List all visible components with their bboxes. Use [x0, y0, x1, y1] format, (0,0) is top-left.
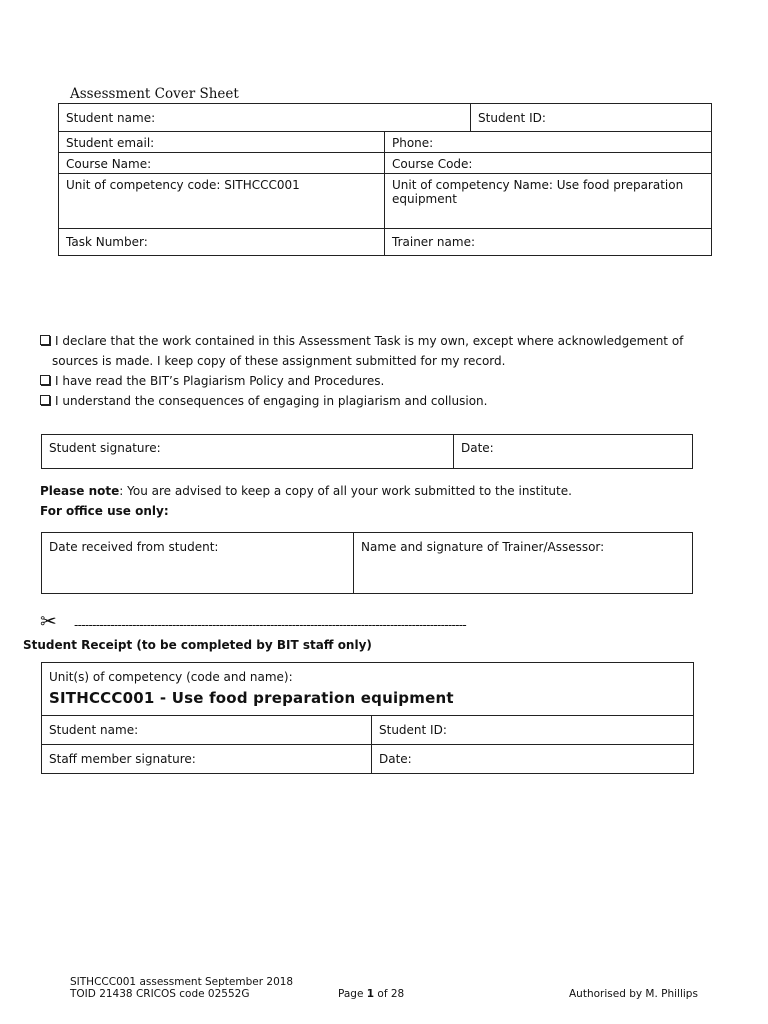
cover-title: Assessment Cover Sheet [70, 86, 239, 102]
scissors-icon: ✂ [40, 609, 57, 633]
course-name-cell[interactable]: Course Name: [59, 153, 385, 174]
declaration-2: I have read the BIT’s Plagiarism Policy and Procedures. [40, 374, 384, 388]
checkbox-icon[interactable] [40, 375, 50, 385]
receipt-unit-cell [42, 663, 694, 716]
receipt-date-cell[interactable]: Date: [372, 745, 694, 774]
course-code-cell[interactable]: Course Code: [385, 153, 712, 174]
receipt-heading: Student Receipt (to be completed by BIT staff only) [23, 638, 372, 652]
student-id-cell[interactable]: Student ID: [471, 104, 712, 132]
staff-signature-cell[interactable]: Staff member signature: [42, 745, 372, 774]
authorised-by: Authorised by M. Phillips [569, 988, 698, 1000]
trainer-name-cell[interactable]: Trainer name: [385, 229, 712, 256]
receipt-student-id-cell[interactable]: Student ID: [372, 716, 694, 745]
signature-date-cell[interactable]: Date: [454, 435, 693, 469]
checkbox-icon[interactable] [40, 395, 50, 405]
units-label: Unit(s) of competency (code and name): [49, 670, 293, 684]
please-note: Please note: You are advised to keep a copy of all your work submitted to the institute. [40, 484, 572, 498]
office-use-heading: For office use only: [40, 504, 169, 518]
receipt-table [41, 662, 694, 774]
student-name-cell[interactable]: Student name: [59, 104, 471, 132]
footer-line1: SITHCCC001 assessment September 2018 [70, 976, 294, 988]
footer-line2: TOID 21438 CRICOS code 02552G [70, 988, 250, 1000]
office-table [41, 532, 693, 594]
task-number-cell[interactable]: Task Number: [59, 229, 385, 256]
phone-cell[interactable]: Phone: [385, 132, 712, 153]
cover-table [58, 103, 712, 256]
cut-dashes: ------------------------------------------------------------------------------------------------------------ [74, 618, 467, 632]
declaration-3: I understand the consequences of engaging in plagiarism and collusion. [40, 394, 487, 408]
page-number: Page 1 of 28 [338, 988, 405, 1000]
unit-title: SITHCCC001 - Use food preparation equipment [49, 689, 454, 707]
trainer-signature-cell[interactable]: Name and signature of Trainer/Assessor: [354, 533, 693, 594]
unit-code-cell: Unit of competency code: SITHCCC001 [59, 174, 385, 229]
checkbox-icon[interactable] [40, 335, 50, 345]
receipt-student-name-cell[interactable]: Student name: [42, 716, 372, 745]
declaration-1-cont: sources is made. I keep copy of these assignment submitted for my record. [52, 354, 506, 368]
student-email-cell[interactable]: Student email: [59, 132, 385, 153]
signature-table [41, 434, 693, 469]
declaration-1: I declare that the work contained in this Assessment Task is my own, except where acknowledgement of [40, 334, 683, 348]
unit-name-cell: Unit of competency Name: Use food preparation equipment [385, 174, 712, 229]
date-received-cell[interactable]: Date received from student: [42, 533, 354, 594]
student-signature-cell[interactable]: Student signature: [42, 435, 454, 469]
